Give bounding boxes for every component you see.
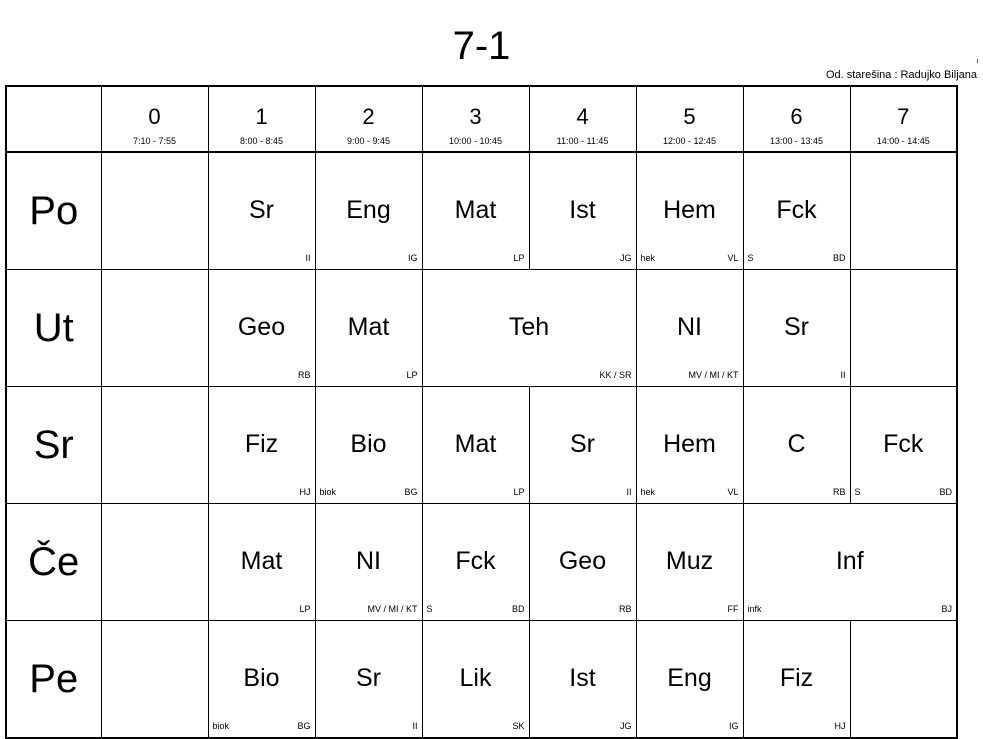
lesson — [851, 621, 957, 737]
lesson — [851, 387, 957, 503]
lesson — [316, 153, 422, 269]
lesson-subject: Bio — [243, 664, 280, 692]
lesson-teacher: BG — [404, 487, 418, 497]
lesson-room: S — [426, 604, 433, 614]
day-label: Pe — [29, 657, 79, 701]
lesson-cell — [743, 387, 850, 504]
lesson-teacher: MV / MI / KT — [688, 370, 739, 380]
lesson-cell — [850, 621, 957, 739]
lesson-teacher: HJ — [299, 487, 311, 497]
lesson-subject: Fiz — [244, 430, 279, 458]
lesson-subject: Teh — [508, 313, 550, 341]
timetable — [5, 85, 958, 739]
lesson — [530, 387, 636, 503]
lesson-cell — [850, 152, 957, 270]
lesson — [744, 621, 850, 737]
period-header-cell — [850, 86, 957, 152]
lesson-teacher: II — [626, 487, 632, 497]
lesson — [851, 270, 957, 386]
lesson-subject: C — [787, 430, 806, 458]
lesson — [423, 504, 529, 620]
lesson-subject: Muz — [665, 547, 714, 575]
lesson-subject: NI — [677, 313, 702, 341]
lesson-subject: Fck — [776, 196, 817, 224]
lesson-subject: Ist — [569, 664, 596, 692]
lesson-cell — [315, 387, 422, 504]
lesson — [102, 504, 208, 620]
lesson-cell — [422, 270, 636, 387]
period-number: 1 — [255, 104, 268, 129]
lesson-room: hek — [640, 253, 656, 263]
day-label: Sr — [33, 423, 74, 467]
lesson-teacher: KK / SR — [599, 370, 632, 380]
period-header-cell — [422, 86, 529, 152]
lesson — [530, 504, 636, 620]
lesson-teacher: IG — [728, 721, 739, 731]
lesson-subject: Geo — [237, 313, 286, 341]
lesson-cell — [743, 504, 957, 621]
day-row — [6, 387, 957, 504]
lesson-subject: Geo — [558, 547, 607, 575]
period-header-cell — [529, 86, 636, 152]
lesson — [423, 621, 529, 737]
lesson-teacher: VL — [727, 253, 739, 263]
lesson — [637, 153, 743, 269]
lesson-teacher: JG — [619, 253, 632, 263]
lesson-cell — [208, 152, 315, 270]
lesson — [102, 153, 208, 269]
lesson-teacher: VL — [727, 487, 739, 497]
corner-mark: ι — [976, 58, 978, 65]
lesson — [637, 387, 743, 503]
day-row — [6, 621, 957, 739]
lesson-teacher: HJ — [834, 721, 846, 731]
lesson-cell — [636, 504, 743, 621]
lesson-teacher: II — [305, 253, 311, 263]
lesson-cell — [636, 387, 743, 504]
lesson-teacher: LP — [513, 487, 525, 497]
lesson — [423, 387, 529, 503]
lesson-teacher: SK — [512, 721, 525, 731]
lesson-cell — [422, 504, 529, 621]
period-header — [637, 87, 743, 151]
lesson — [423, 270, 636, 386]
lesson-cell — [208, 387, 315, 504]
day-label: Ut — [33, 306, 74, 350]
period-header-cell — [315, 86, 422, 152]
lesson-teacher: RB — [297, 370, 311, 380]
lesson-subject: Sr — [249, 196, 274, 224]
lesson-teacher: II — [840, 370, 846, 380]
lesson-subject: Sr — [784, 313, 809, 341]
lesson-room: S — [747, 253, 754, 263]
lesson-subject: Lik — [459, 664, 492, 692]
period-number: 4 — [576, 104, 589, 129]
period-header-cell — [743, 86, 850, 152]
lesson-subject: Mat — [454, 196, 497, 224]
period-time: 7:10 - 7:55 — [132, 136, 177, 146]
lesson — [102, 270, 208, 386]
day-cell — [6, 152, 101, 270]
lesson-subject: Ist — [569, 196, 596, 224]
lesson-subject: Fck — [883, 430, 924, 458]
lesson-cell — [315, 621, 422, 739]
lesson-cell — [743, 621, 850, 739]
lesson-cell — [743, 152, 850, 270]
lesson — [637, 504, 743, 620]
day-row — [6, 152, 957, 270]
lesson-cell — [850, 270, 957, 387]
lesson-cell — [208, 270, 315, 387]
lesson — [744, 387, 850, 503]
lesson — [102, 621, 208, 737]
lesson-cell — [529, 621, 636, 739]
period-header — [102, 87, 208, 151]
lesson-teacher: BG — [297, 721, 311, 731]
lesson-teacher: BD — [832, 253, 846, 263]
day-label: Če — [28, 540, 80, 584]
lesson — [316, 387, 422, 503]
lesson-cell — [101, 504, 208, 621]
lesson-teacher: IG — [407, 253, 418, 263]
lesson — [530, 621, 636, 737]
lesson-room: biok — [319, 487, 337, 497]
period-header-cell — [208, 86, 315, 152]
lesson-cell — [636, 152, 743, 270]
lesson-teacher: LP — [513, 253, 525, 263]
lesson-teacher: RB — [618, 604, 632, 614]
lesson — [316, 270, 422, 386]
period-header — [316, 87, 422, 151]
period-header — [423, 87, 529, 151]
lesson-cell — [101, 270, 208, 387]
lesson-cell — [101, 621, 208, 739]
period-number: 2 — [362, 104, 375, 129]
period-time: 14:00 - 14:45 — [876, 136, 930, 146]
lesson — [316, 504, 422, 620]
lesson-cell — [315, 504, 422, 621]
period-time: 8:00 - 8:45 — [239, 136, 284, 146]
lesson-subject: Eng — [667, 664, 712, 692]
lesson — [744, 153, 850, 269]
lesson — [637, 621, 743, 737]
lesson-cell — [422, 387, 529, 504]
lesson — [102, 387, 208, 503]
lesson-subject: Sr — [570, 430, 595, 458]
lesson — [209, 270, 315, 386]
period-time: 13:00 - 13:45 — [769, 136, 824, 146]
lesson-cell — [208, 621, 315, 739]
lesson-teacher: LP — [406, 370, 418, 380]
day-cell — [6, 504, 101, 621]
lesson-teacher: BD — [939, 487, 952, 497]
lesson-cell — [315, 270, 422, 387]
lesson-cell — [208, 504, 315, 621]
lesson-subject: Hem — [663, 196, 716, 224]
lesson — [530, 153, 636, 269]
lesson-subject: Inf — [835, 547, 864, 575]
lesson — [423, 153, 529, 269]
lesson — [744, 270, 850, 386]
lesson — [209, 387, 315, 503]
day-row — [6, 504, 957, 621]
lesson-cell — [422, 621, 529, 739]
day-cell — [6, 270, 101, 387]
lesson-subject: Mat — [240, 547, 283, 575]
lesson-cell — [101, 387, 208, 504]
lesson-cell — [636, 270, 743, 387]
period-time: 9:00 - 9:45 — [346, 136, 391, 146]
corner-cell — [6, 86, 101, 152]
period-time: 11:00 - 11:45 — [556, 136, 609, 146]
period-header-cell — [636, 86, 743, 152]
lesson — [209, 153, 315, 269]
lesson-teacher: RB — [832, 487, 846, 497]
lesson-teacher: JG — [619, 721, 632, 731]
lesson-cell — [850, 387, 957, 504]
lesson-subject: Mat — [454, 430, 497, 458]
lesson-cell — [529, 152, 636, 270]
lesson — [316, 621, 422, 737]
period-number: 7 — [897, 104, 910, 129]
lesson-room: S — [854, 487, 861, 497]
period-time: 12:00 - 12:45 — [662, 136, 717, 146]
period-header — [209, 87, 315, 151]
lesson-cell — [422, 152, 529, 270]
lesson-teacher: MV / MI / KT — [367, 604, 418, 614]
period-header-row — [6, 86, 957, 152]
lesson-subject: NI — [356, 547, 381, 575]
lesson — [637, 270, 743, 386]
lesson-cell — [315, 152, 422, 270]
lesson-room: infk — [747, 604, 762, 614]
lesson-room: biok — [212, 721, 230, 731]
lesson-subject: Sr — [356, 664, 381, 692]
day-label: Po — [29, 189, 79, 233]
day-cell — [6, 387, 101, 504]
lesson-subject: Bio — [350, 430, 387, 458]
lesson-cell — [636, 621, 743, 739]
lesson-cell — [529, 387, 636, 504]
lesson-subject: Fck — [455, 547, 496, 575]
lesson-teacher: FF — [727, 604, 739, 614]
period-number: 6 — [790, 104, 803, 129]
lesson-teacher: II — [412, 721, 418, 731]
lesson — [851, 153, 957, 269]
lesson-cell — [743, 270, 850, 387]
day-row — [6, 270, 957, 387]
class-teacher-note: Od. starešina : Radujko Biljana — [825, 69, 977, 81]
lesson-cell — [529, 504, 636, 621]
period-number: 5 — [683, 104, 696, 129]
period-time: 10:00 - 10:45 — [448, 136, 503, 146]
period-number: 3 — [469, 104, 482, 129]
lesson — [744, 504, 957, 620]
lesson-teacher: BJ — [941, 604, 952, 614]
lesson-teacher: LP — [299, 604, 311, 614]
lesson-room: hek — [640, 487, 656, 497]
period-header-cell — [101, 86, 208, 152]
day-cell — [6, 621, 101, 739]
page-title: 7-1 — [452, 24, 511, 68]
lesson-subject: Fiz — [779, 664, 814, 692]
lesson — [209, 621, 315, 737]
period-header — [530, 87, 636, 151]
lesson-subject: Eng — [346, 196, 391, 224]
lesson-subject: Hem — [663, 430, 716, 458]
lesson-teacher: BD — [511, 604, 525, 614]
period-header — [851, 87, 957, 151]
period-number: 0 — [148, 104, 161, 129]
lesson-subject: Mat — [347, 313, 390, 341]
lesson-cell — [101, 152, 208, 270]
period-header — [744, 87, 850, 151]
lesson — [209, 504, 315, 620]
